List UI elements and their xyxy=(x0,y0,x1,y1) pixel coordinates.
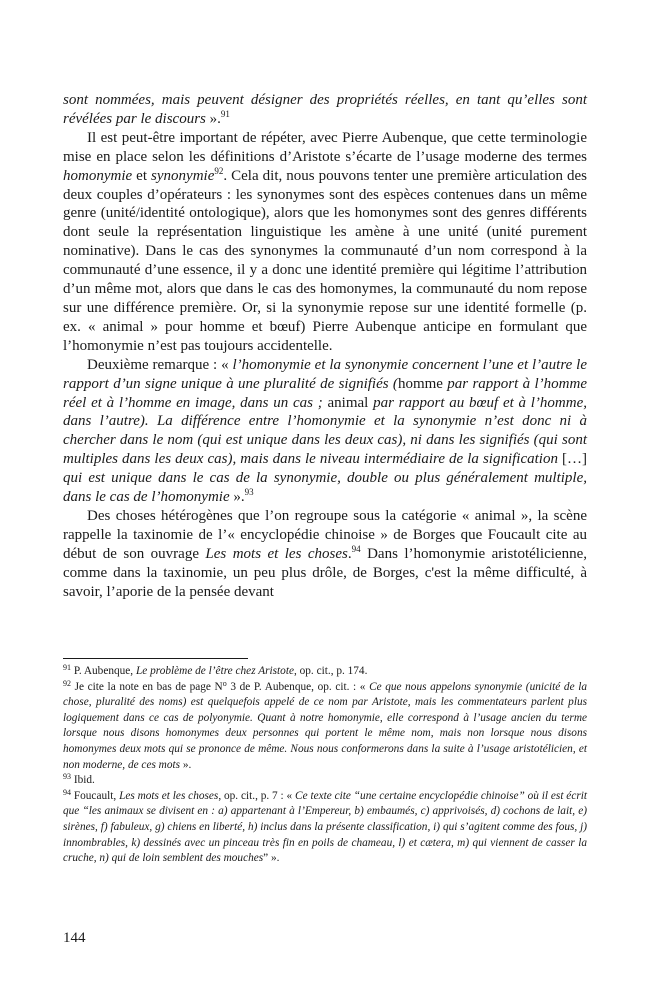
footnote-divider xyxy=(63,658,248,659)
footnotes xyxy=(63,664,587,867)
text-span: Ibid. xyxy=(71,774,95,787)
page-number: 144 xyxy=(63,930,86,946)
footnote-ref-94[interactable]: 94 xyxy=(351,543,361,554)
italic-span: l’homonymie et la synonymie concernent l’une et l’autre le rapport d’un signe unique à une pluralité de signifiés ( xyxy=(63,356,587,392)
text-span: P. Aubenque, xyxy=(71,665,136,677)
text-span: 3 de P. Aubenque, op. cit. : « xyxy=(226,680,370,693)
body-text xyxy=(63,91,587,601)
text-span: Foucault, xyxy=(71,789,120,802)
text-span: . Cela dit, nous pouvons tenter une première articulation des deux couples d’opérateurs : les synonymes sont des espèces contenues dans un même genre (unité/identité ontologique), alors que les homonymes sont des genres différents dont seule la représentation linguistique les amène à une unité (unité purement nominative). Dans le cas des synonymes la communauté d’un nom correspond à la communauté d’une essence, il y a donc une identité première qui légitime l’attribution d’un même mot, alors que dans le cas des homonymes, la communauté du nom repose sur une différence première. Or, si la synonymie repose sur une identité formelle (p. ex. « animal » pour homme et bœuf) Pierre Aubenque anticipe en formulant que l’homonymie n’est pas toujours accidentelle. xyxy=(63,167,588,354)
text-span: , op. cit., p. 7 : « xyxy=(218,789,296,802)
italic-span: sont nommées, mais peuvent désigner des propriétés réelles, en tant qu’elles sont révélées par le discours xyxy=(63,92,587,127)
italic-span: Les mots et les choses xyxy=(205,545,348,562)
footnote-93 xyxy=(63,773,587,789)
footnote-ref-93[interactable]: 93 xyxy=(244,487,254,498)
paragraph-4 xyxy=(63,507,587,602)
footnote-number: 93 xyxy=(63,772,71,782)
italic-span: qui est unique dans le cas de la synonymie, double ou plus généralement multiple, dans le cas de l’homonymie xyxy=(63,470,587,506)
text-span: homme xyxy=(397,375,448,392)
text-span: . xyxy=(347,545,352,562)
text-span: Dans l’homonymie aristotélicienne, comme dans la taxinomie, un peu plus drôle, de Borges, c'est la même difficulté, à savoir, l’aporie de la pensée devant xyxy=(63,545,587,600)
footnote-94 xyxy=(63,789,587,867)
footnote-number: 94 xyxy=(63,787,71,797)
text-span: et xyxy=(132,167,152,184)
italic-span: par rapport à l’homme réel et à l’homme en image, dans un cas ; xyxy=(63,375,587,411)
italic-span: Le problème de l’être chez Aristote xyxy=(135,665,294,677)
italic-span: Les mots et les choses xyxy=(119,789,219,802)
footnote-number: 91 xyxy=(63,663,71,672)
text-span: , op. cit., p. 174. xyxy=(293,665,368,677)
italic-span: Ce texte cite “une certaine encyclopédie chinoise” où il est écrit que “les animaux se divisent en : a) appartenant à l’Empereur, b) embaumés, c) apprivoisés, d) cochons de lait, e) sirènes, f) fabuleux, g) chiens en liberté, h) inclus dans la présente classification, i) qui s’agitent comme des fous, j) innombrables, k) dessinés avec un pinceau très fin en poils de chameau, l) et cætera, m) qui viennent de casser la cruche, n) qui de loin semblent des mouches xyxy=(63,789,588,865)
italic-span: synonymie xyxy=(151,167,215,184)
text-span: ” ». xyxy=(263,852,280,865)
text-span: Deuxième remarque : « xyxy=(87,356,233,373)
text-span: ». xyxy=(205,110,221,127)
text-span: Je cite la note en bas de page N xyxy=(71,680,223,693)
paragraph-1 xyxy=(63,91,587,129)
text-span: Des choses hétérogènes que l’on regroupe sous la catégorie « animal », la scène rappelle la taxinomie de l’« encyclopédie chinoise » de Borges que Foucault cite au début de son ouvrage xyxy=(63,507,587,562)
italic-span: par rapport au bœuf et à l’homme, dans l’autre). La différence entre l’homonymie et la synonymie n’est donc ni à chercher dans le nom (qui est unique dans les deux cas), ni dans les signifiés (qui sont multiples dans les deux cas), mais dans le niveau intermédiaire de la signification xyxy=(63,394,587,468)
text-span: animal xyxy=(327,394,374,411)
text-span: Il est peut-être important de répéter, avec Pierre Aubenque, que cette terminologie mise en place selon les définitions d’Aristote s’écarte de l’usage moderne des termes xyxy=(63,129,587,165)
italic-span: Ce que nous appelons synonymie (unicité de la chose, pluralité des noms) est quelquefois appelé de ce nom par Aristote, mais les commentateurs parlent plus logiquement dans ce cas de polyonymie. Quant à notre homonymie, elle correspond à l’usage ancien du terme lorsque nous disons homonymes deux personnes qui portent le même nom, mais non lorsque nous disons homonymes deux mots qui se prononce de même. Nous nous conformerons dans la suite à l’usage aristotélicien, et non moderne, de ces mots xyxy=(63,680,587,771)
footnote-ref-91[interactable]: 91 xyxy=(220,108,230,119)
italic-span: homonymie xyxy=(63,167,133,184)
footnote-number: 92 xyxy=(63,678,71,688)
footnote-92 xyxy=(63,680,587,774)
footnote-ref-92[interactable]: 92 xyxy=(214,165,224,176)
paragraph-3 xyxy=(63,356,587,507)
text-span: ». xyxy=(180,758,192,771)
text-span: ». xyxy=(229,489,245,506)
text-span: […] xyxy=(557,451,587,468)
footnote-91 xyxy=(63,664,587,680)
superscript: o xyxy=(222,678,227,688)
paragraph-2 xyxy=(63,129,587,356)
